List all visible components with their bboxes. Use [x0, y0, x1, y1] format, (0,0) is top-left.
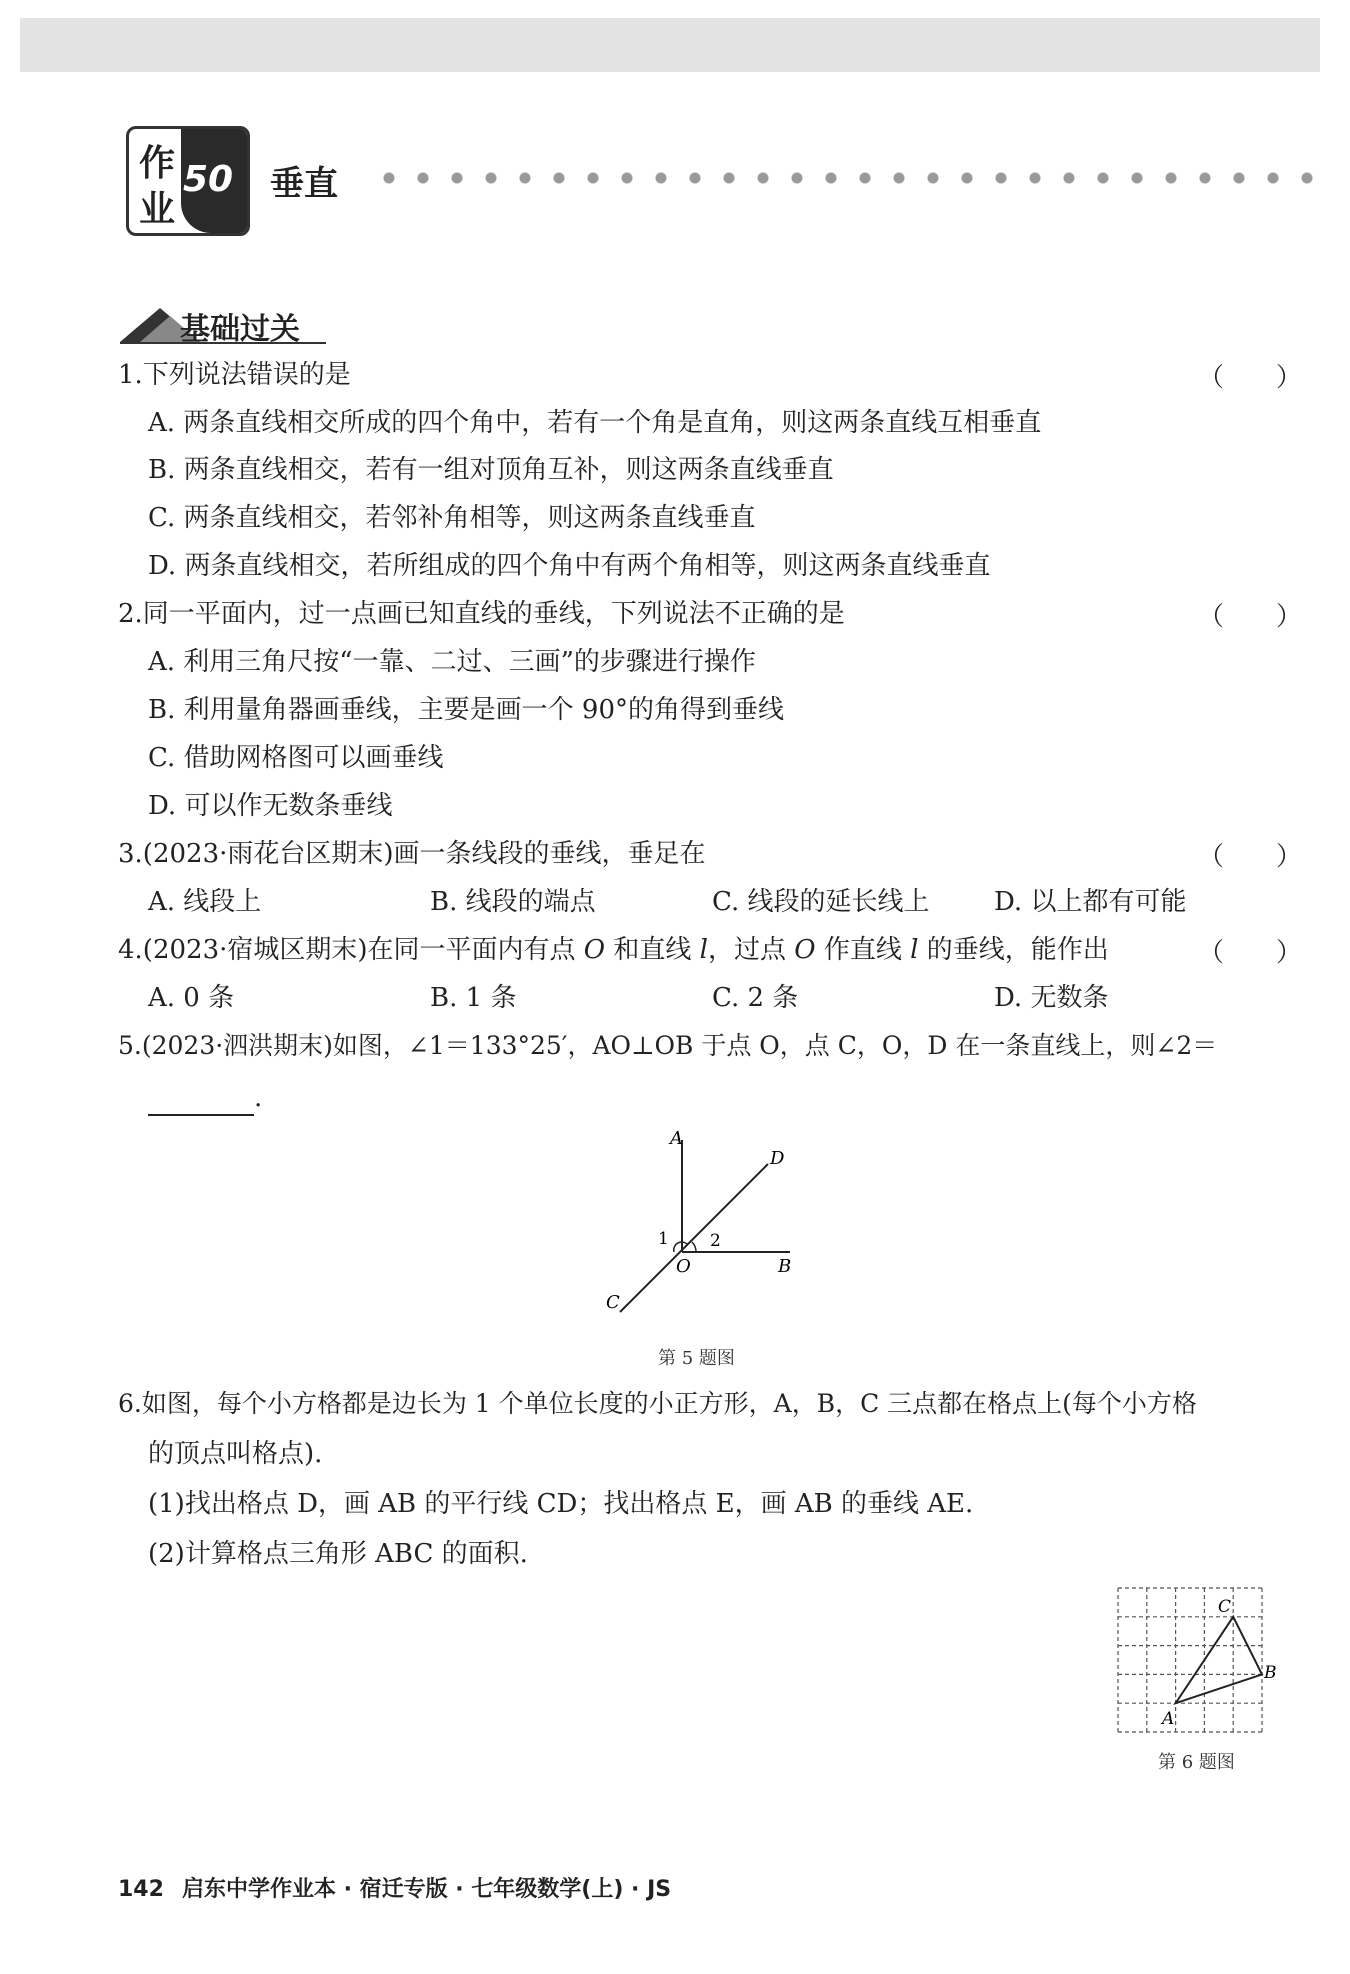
- q3-option-d: D. 以上都有可能: [994, 887, 1187, 917]
- q4-option-a: A. 0 条: [148, 983, 235, 1013]
- q1-answer-paren[interactable]: （ ）: [1198, 363, 1303, 393]
- label-angle-2: 2: [710, 1231, 721, 1251]
- q1-option-b: B. 两条直线相交，若有一组对顶角互补，则这两条直线垂直: [148, 455, 834, 485]
- lesson-title: 垂直: [270, 164, 338, 204]
- angle-2-arc: [692, 1242, 696, 1252]
- q6-part-2: (2)计算格点三角形 ABC 的面积.: [148, 1539, 528, 1569]
- q2-stem: 2.同一平面内，过一点画已知直线的垂线，下列说法不正确的是: [118, 599, 845, 629]
- q2-option-c: C. 借助网格图可以画垂线: [148, 743, 444, 773]
- q1-option-d: D. 两条直线相交，若所组成的四个角中有两个角相等，则这两条直线垂直: [148, 551, 991, 581]
- q6-caption: 第 6 题图: [1158, 1752, 1235, 1773]
- dotted-rule: [372, 171, 1327, 185]
- q6-part-1: (1)找出格点 D，画 AB 的平行线 CD；找出格点 E，画 AB 的垂线 AE.: [148, 1489, 974, 1519]
- grid-label-c: C: [1218, 1597, 1232, 1617]
- q5-caption: 第 5 题图: [658, 1348, 735, 1369]
- q5-stem: 5.(2023·泗洪期末)如图，∠1＝133°25′，AO⊥OB 于点 O，点 C，O，D 在一条直线上，则∠2＝: [118, 1031, 1218, 1060]
- q2-option-b: B. 利用量角器画垂线，主要是画一个 90°的角得到垂线: [148, 695, 784, 725]
- subsection-title: 基础过关: [180, 312, 300, 347]
- q4-var-l: l: [699, 935, 708, 965]
- label-d: D: [770, 1148, 785, 1169]
- subsection-header: [120, 300, 330, 346]
- q5-tail: .: [254, 1083, 263, 1113]
- q5-answer-blank[interactable]: [148, 1088, 254, 1116]
- q4-stem: [118, 932, 1109, 968]
- badge-top-char: 作: [139, 143, 176, 184]
- page-number: 142: [118, 1877, 164, 1902]
- q5-blank-line[interactable]: [148, 1080, 262, 1116]
- triangle-abc: [1176, 1617, 1262, 1703]
- q4-stem-part-c: ，过点: [707, 935, 795, 965]
- q4-option-c: C. 2 条: [712, 983, 799, 1013]
- label-b: B: [778, 1256, 792, 1277]
- page-footer: [118, 1872, 671, 1903]
- q6-grid-figure: [1110, 1578, 1290, 1738]
- q1-option-a: A. 两条直线相交所成的四个角中，若有一个角是直角，则这两条直线互相垂直: [148, 408, 1042, 438]
- q3-option-b: B. 线段的端点: [430, 887, 596, 917]
- grid-label-a: A: [1162, 1709, 1175, 1729]
- q4-stem-part-d: 作直线: [815, 935, 911, 965]
- grid-label-b: B: [1264, 1663, 1277, 1683]
- dashed-grid: [1118, 1588, 1262, 1732]
- label-c: C: [606, 1292, 620, 1313]
- q3-option-c: C. 线段的延长线上: [712, 887, 930, 917]
- q2-option-d: D. 可以作无数条垂线: [148, 791, 393, 821]
- label-angle-1: 1: [658, 1229, 669, 1249]
- q3-answer-paren[interactable]: （ ）: [1198, 842, 1303, 872]
- q4-stem-part-a: 4.(2023·宿城区期末)在同一平面内有点: [118, 935, 584, 965]
- q2-answer-paren[interactable]: （ ）: [1198, 602, 1303, 632]
- q3-option-a: A. 线段上: [148, 887, 262, 917]
- label-o: O: [676, 1256, 691, 1277]
- q4-answer-paren[interactable]: （ ）: [1198, 938, 1303, 968]
- q4-var-o-2: O: [794, 935, 816, 965]
- q6-stem-line2: 的顶点叫格点).: [148, 1439, 323, 1469]
- q4-stem-part-b: 和直线: [605, 935, 700, 965]
- q4-stem-part-e: 的垂线，能作出: [918, 935, 1109, 965]
- book-title: 启东中学作业本 · 宿迁专版 · 七年级数学(上) · JS: [181, 1877, 672, 1902]
- q3-stem: 3.(2023·雨花台区期末)画一条线段的垂线，垂足在: [118, 839, 706, 869]
- badge-number: 50: [183, 159, 234, 200]
- badge-bottom-char: 业: [139, 189, 176, 230]
- label-a: A: [670, 1130, 683, 1149]
- q1-option-c: C. 两条直线相交，若邻补角相等，则这两条直线垂直: [148, 503, 756, 533]
- q4-var-l-2: l: [910, 935, 919, 965]
- line-cd: [620, 1164, 768, 1312]
- q1-stem: 1.下列说法错误的是: [118, 360, 351, 390]
- assignment-badge: [126, 126, 250, 236]
- q4-var-o: O: [583, 935, 606, 965]
- q4-option-b: B. 1 条: [430, 983, 517, 1013]
- q5-figure: [590, 1130, 820, 1320]
- q6-stem-line1: 6.如图，每个小方格都是边长为 1 个单位长度的小正方形，A，B，C 三点都在格点上(每个小方格: [118, 1389, 1197, 1418]
- q2-option-a: A. 利用三角尺按“一靠、二过、三画”的步骤进行操作: [148, 647, 756, 677]
- q4-option-d: D. 无数条: [994, 983, 1109, 1013]
